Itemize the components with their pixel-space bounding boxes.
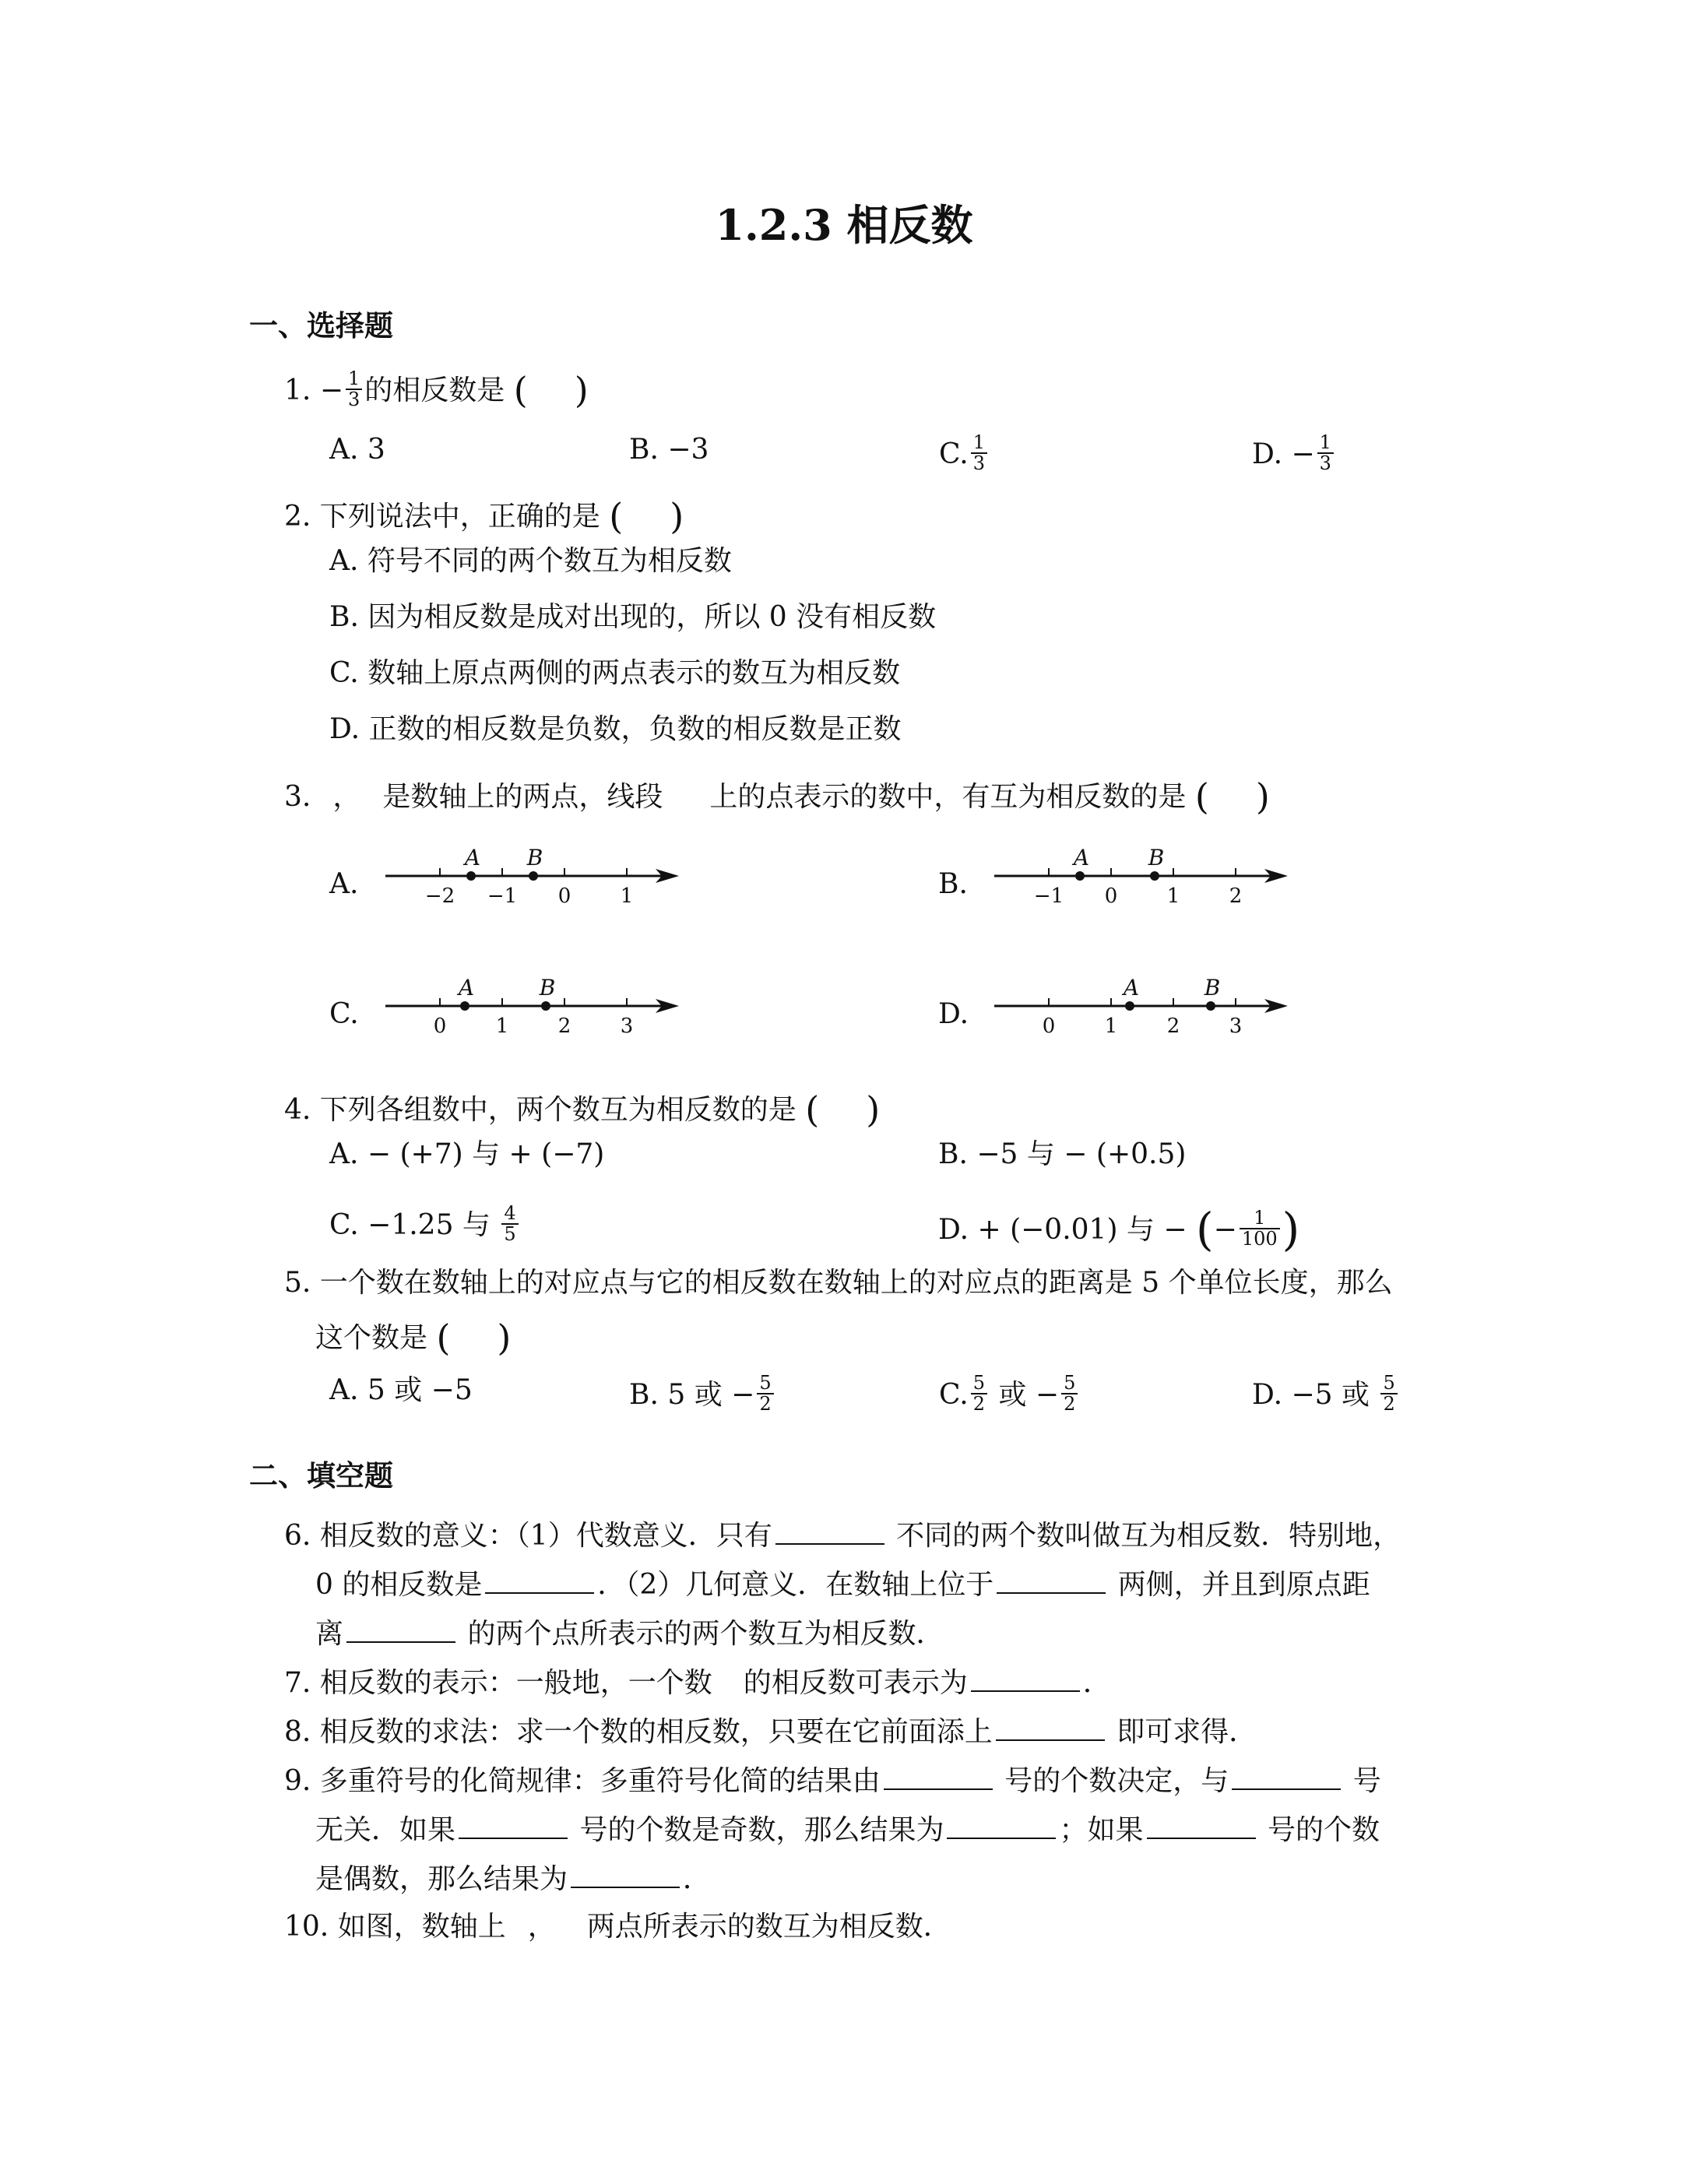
section-heading-choice: 一、选择题 [249,308,393,343]
tick-label: 1 [495,1015,509,1038]
question-10: 10. 如图，数轴上 ， 两点所表示的数互为相反数． [284,1911,951,1943]
point-label-b: B [1204,975,1221,1001]
point-label-a: A [464,845,481,870]
fraction: $\frac{1}{3}$ [1317,433,1334,473]
q5-option-a: A. 5 或 −5 [329,1374,473,1406]
point-b [1150,871,1159,881]
answer-blank[interactable] [775,1520,884,1545]
number-line-c [382,971,685,1049]
question-1: 1. − $\frac{1}{3}$ 的相反数是 ( ) [284,368,589,412]
tick-label: 0 [433,1015,447,1038]
tick-label: −1 [487,885,518,908]
point-a [460,1001,469,1011]
q4-option-b: B. −5 与 − (+0.5) [938,1138,1187,1170]
question-5-line1: 5. 一个数在数轴上的对应点与它的相反数在数轴上的对应点的距离是 5 个单位长度，那么 [284,1267,1393,1299]
fraction: $\frac{5}{2}$ [1380,1373,1397,1414]
question-9-line1: 9. 多重符号的化简规律：多重符号化简的结果由 号的个数决定，与 号 [284,1765,1381,1797]
question-6-line1: 6. 相反数的意义：（1）代数意义．只有 不同的两个数叫做互为相反数．特别地， [284,1520,1401,1552]
tick-label: −1 [1033,885,1064,908]
section-heading-fill: 二、填空题 [249,1458,393,1493]
question-3: 3. ， 是数轴上的两点，线段 上的点表示的数中，有互为相反数的是 ( ) [284,775,1270,818]
q4-option-a: A. − (+7) 与 + (−7) [329,1138,605,1170]
tick-label: 1 [1104,1015,1118,1038]
question-7: 7. 相反数的表示：一般地，一个数 的相反数可表示为 ． [284,1667,1111,1699]
question-8: 8. 相反数的求法：求一个数的相反数，只要在它前面添上 即可求得． [284,1716,1257,1748]
q4-option-d: D. + (−0.01) 与 − (− $\frac{1}{100}$ ) [938,1203,1300,1256]
point-b [529,871,538,881]
answer-blank[interactable] [947,1814,1056,1839]
question-6-line2: 0 的相反数是 ．（2）几何意义．在数轴上位于 两侧，并且到原点距 [315,1569,1370,1601]
point-b [541,1001,550,1011]
tick-label: 0 [1104,885,1118,908]
q3-option-b-label: B. [938,868,968,900]
point-label-a: A [1123,975,1140,1001]
q1-option-b: B. −3 [629,434,709,466]
point-label-a: A [458,975,475,1001]
tick-label: 3 [620,1015,634,1038]
point-b [1206,1001,1215,1011]
q2-option-a: A. 符号不同的两个数互为相反数 [329,545,732,577]
q3-option-d-label: D. [938,998,969,1030]
answer-blank[interactable] [997,1569,1106,1594]
number-line-b [990,841,1294,919]
tick-label: 2 [557,1015,571,1038]
answer-paren-close: ) [574,369,589,412]
tick-label: 0 [557,885,571,908]
point-a [466,871,476,881]
answer-blank[interactable] [1232,1765,1341,1790]
fraction: $\frac{5}{2}$ [1061,1373,1078,1414]
fraction: $\frac{1}{3}$ [346,369,362,410]
answer-paren-open: ( [513,369,528,412]
answer-blank[interactable] [485,1569,594,1594]
question-6-line3: 离 的两个点所表示的两个数互为相反数． [315,1618,944,1650]
tick-label: 2 [1166,1015,1180,1038]
point-label-b: B [1148,845,1165,870]
point-label-b: B [526,845,543,870]
fraction: $\frac{1}{3}$ [971,433,987,473]
question-9-line2: 无关．如果 号的个数是奇数，那么结果为 ；如果 号的个数 [315,1814,1380,1846]
q1-option-a: A. 3 [329,434,385,466]
q4-option-c: C. −1.25 与 $\frac{4}{5}$ [329,1207,521,1247]
question-2: 2. 下列说法中，正确的是 ( ) [284,495,684,537]
fraction: $\frac{5}{2}$ [971,1373,987,1414]
point-a [1125,1001,1134,1011]
point-label-b: B [539,975,556,1001]
fraction: $\frac{1}{100}$ [1240,1208,1280,1249]
answer-blank[interactable] [884,1765,993,1790]
q5-option-b: B. 5 或 − $\frac{5}{2}$ [629,1377,776,1417]
tick-label: 0 [1042,1015,1056,1038]
question-5-line2: 这个数是 ( ) [315,1317,512,1359]
answer-blank[interactable] [1147,1814,1256,1839]
point-a [1075,871,1085,881]
q1-option-c: C. $\frac{1}{3}$ [939,436,990,477]
number-line-d [990,971,1294,1049]
answer-blank[interactable] [571,1863,680,1888]
q5-option-d: D. −5 或 $\frac{5}{2}$ [1252,1377,1400,1417]
tick-label: 3 [1229,1015,1243,1038]
question-4: 4. 下列各组数中，两个数互为相反数的是 ( ) [284,1088,881,1131]
tick-label: 2 [1229,885,1243,908]
page-title: 1.2.3 相反数 [715,200,973,250]
q2-option-d: D. 正数的相反数是负数，负数的相反数是正数 [329,713,902,745]
answer-blank[interactable] [459,1814,568,1839]
number-line-a [382,841,685,919]
answer-blank[interactable] [346,1618,455,1643]
answer-blank[interactable] [996,1716,1105,1741]
q2-option-b: B. 因为相反数是成对出现的，所以 0 没有相反数 [329,601,937,633]
answer-blank[interactable] [971,1667,1080,1692]
point-label-a: A [1073,845,1090,870]
q3-option-a-label: A. [329,868,359,900]
tick-label: 1 [620,885,634,908]
tick-label: −2 [424,885,455,908]
fraction: $\frac{4}{5}$ [501,1204,518,1244]
q2-option-c: C. 数轴上原点两侧的两点表示的数互为相反数 [329,657,901,689]
q1-option-d: D. − $\frac{1}{3}$ [1252,436,1336,477]
tick-label: 1 [1166,885,1180,908]
q5-option-c: C. $\frac{5}{2}$ 或 − $\frac{5}{2}$ [939,1377,1080,1417]
fraction: $\frac{5}{2}$ [757,1373,773,1414]
q3-option-c-label: C. [329,998,359,1030]
question-9-line3: 是偶数，那么结果为 ． [315,1863,712,1895]
